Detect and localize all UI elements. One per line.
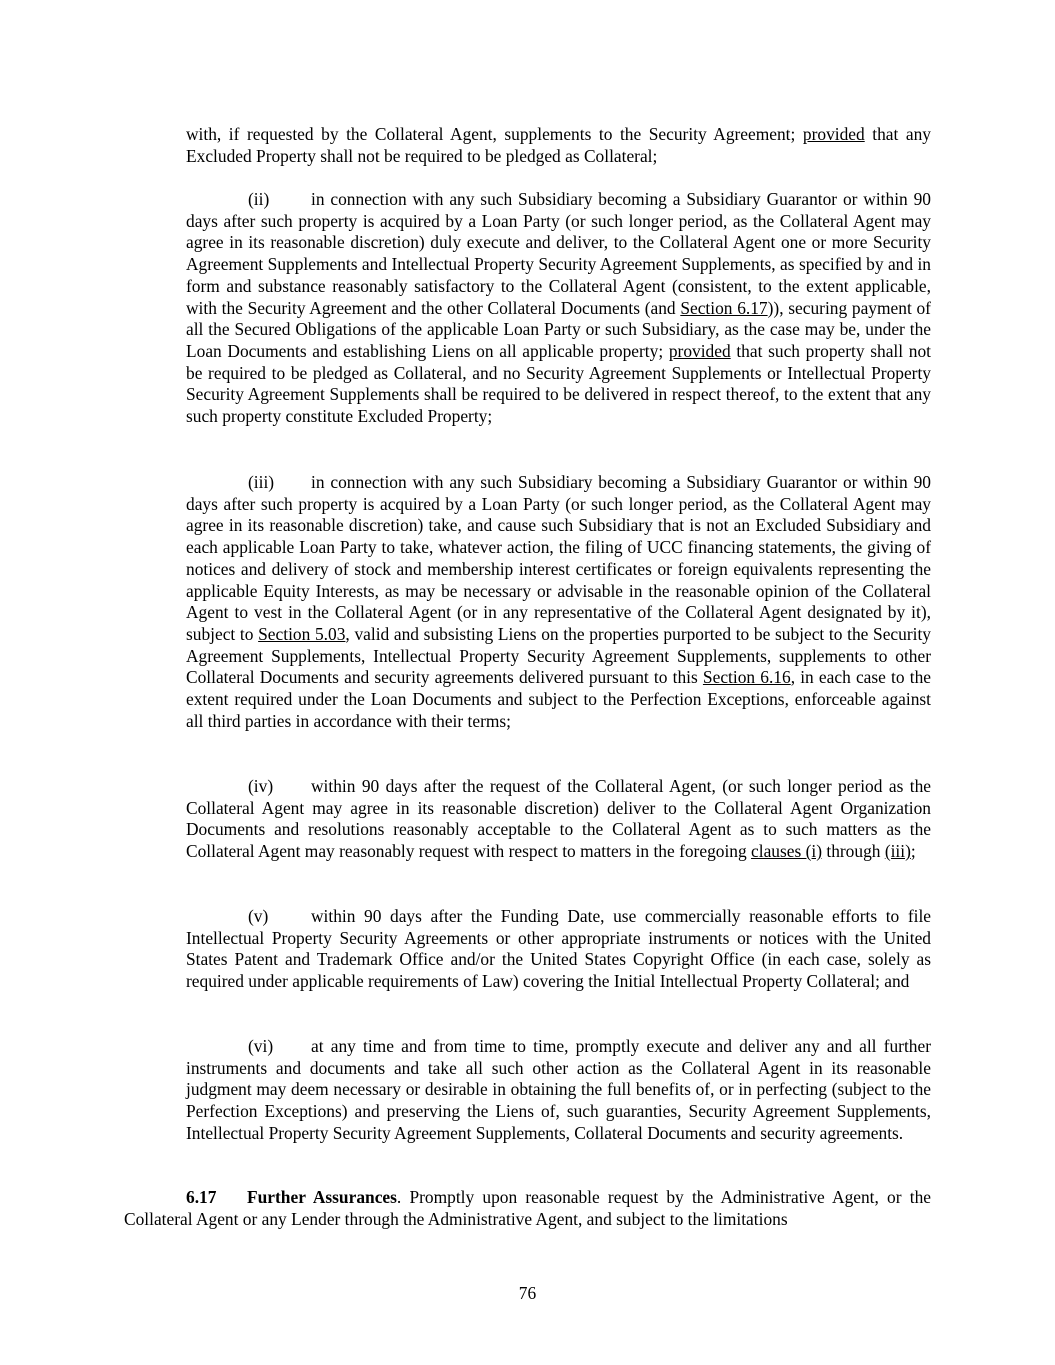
clause-text: within 90 days after the Funding Date, use commercially reasonable efforts to file Intellectual Property Security Agreements or other appropriate instruments or notices with the United States Patent and Trademark Office and/or the United States Copyright Office (in each case, solely as required under applicable requirements of Law) covering the Initial Intellectual Property Collateral; and <box>186 906 931 992</box>
clause-marker: (vi) <box>248 1036 274 1056</box>
section-reference: Section 6.16 <box>702 667 791 688</box>
page-number: 76 <box>518 1283 537 1303</box>
clause-text: , valid and subsisting Liens on the properties purported to be subject to the Security Agreement Supplements, Intellectual Property Security Agreement Supplements, supplements to other Collateral Documents and security agreements delivered pursuant to this <box>186 623 932 688</box>
paragraph-continuation <box>186 124 931 167</box>
clause-text: at any time and from time to time, promptly execute and deliver any and all further instruments and documents and take all such other action as the Collateral Agent in its reasonable judgment may deem necessary or desirable in obtaining the full benefits of, or in perfecting (subject to the Perfection Exceptions) and preserving the Liens of, such guaranties, Security Agreement Supplements, Intellectual Property Security Agreement Supplements, Collateral Documents and security agreements. <box>186 1036 931 1143</box>
defined-term-provided: provided <box>668 340 731 361</box>
paragraph-text: with, if requested by the Collateral Agent, supplements to the Security Agreement; <box>186 124 803 144</box>
clause-marker: (v) <box>248 906 269 926</box>
section-reference: Section 6.17 <box>680 297 768 318</box>
paragraph-text: that any Excluded Property shall not be required to be pledged as Collateral; <box>186 124 931 166</box>
clause-ii <box>186 189 931 428</box>
section-title: Further Assurances <box>247 1187 397 1207</box>
clause-iv <box>186 776 931 863</box>
section-reference: Section 5.03 <box>258 623 346 644</box>
clause-text: through <box>822 841 885 862</box>
clause-text: )), securing payment of all the Secured Obligations of the applicable Loan Party or such Subsidiary, as the case may be, under the Loan Documents and establishing Liens on all applicable property; <box>186 297 931 361</box>
clause-marker: (iii) <box>248 472 275 492</box>
section-6-17 <box>124 1187 931 1230</box>
clause-vi <box>186 1036 931 1145</box>
clause-text: within 90 days after the request of the Collateral Agent, (or such longer period as the Collateral Agent may agree in its reasonable discretion) deliver to the Collateral Agent Organization Documents and resolutions reasonably acceptable to the Collateral Agent as to such matters as the Collateral Agent may reasonably request with respect to matters in the foregoing <box>186 776 931 862</box>
section-number: 6.17 <box>186 1187 217 1207</box>
clause-reference: clauses (i) <box>751 841 823 862</box>
clause-marker: (iv) <box>248 776 274 796</box>
clause-iii <box>186 472 931 732</box>
clause-text: in connection with any such Subsidiary becoming a Subsidiary Guarantor or within 90 days after such property is acquired by a Loan Party (or such longer period, as the Collateral Agent may agree in its reasonable discretion) take, and cause such Subsidiary that is not an Excluded Subsidiary and each applicable Loan Party to take, whatever action, the filing of UCC financing statements, the giving of notices and delivery of stock and membership interest certificates or foreign equivalents representing the applicable Equity Interests, as may be necessary or advisable in the reasonable opinion of the Collateral Agent to vest in the Collateral Agent (or in any representative of the Collateral Agent designated by it), subject to <box>186 472 931 644</box>
clause-marker: (ii) <box>248 189 270 209</box>
defined-term-provided: provided <box>802 124 865 144</box>
clause-v <box>186 906 931 993</box>
clause-text: , in each case to the extent required under the Loan Documents and subject to the Perfection Exceptions, enforceable against all third parties in accordance with their terms; <box>186 667 931 731</box>
clause-text: in connection with any such Subsidiary becoming a Subsidiary Guarantor or within 90 days after such property is acquired by a Loan Party (or such longer period, as the Collateral Agent may agree in its reasonable discretion) duly execute and deliver, to the Collateral Agent one or more Security Agreement Supplements and Intellectual Property Security Agreement Supplements, as specified by and in form and substance reasonably satisfactory to the Collateral Agent (consistent, to the extent applicable, with the Security Agreement and the other Collateral Documents (and <box>186 189 931 318</box>
clause-text: ; <box>910 841 916 862</box>
section-text: . Promptly upon reasonable request by the Administrative Agent, or the Collateral Agent or any Lender through the Administrative Agent, and subject to the limitations <box>124 1187 931 1229</box>
clause-reference: (iii) <box>884 841 911 862</box>
clause-text: that such property shall not be required to be pledged as Collateral, and no Security Agreement Supplements or Intellectual Property Security Agreement Supplements shall be required to be delivered in respect thereof, to the extent that any such property constitute Excluded Property; <box>186 340 931 427</box>
